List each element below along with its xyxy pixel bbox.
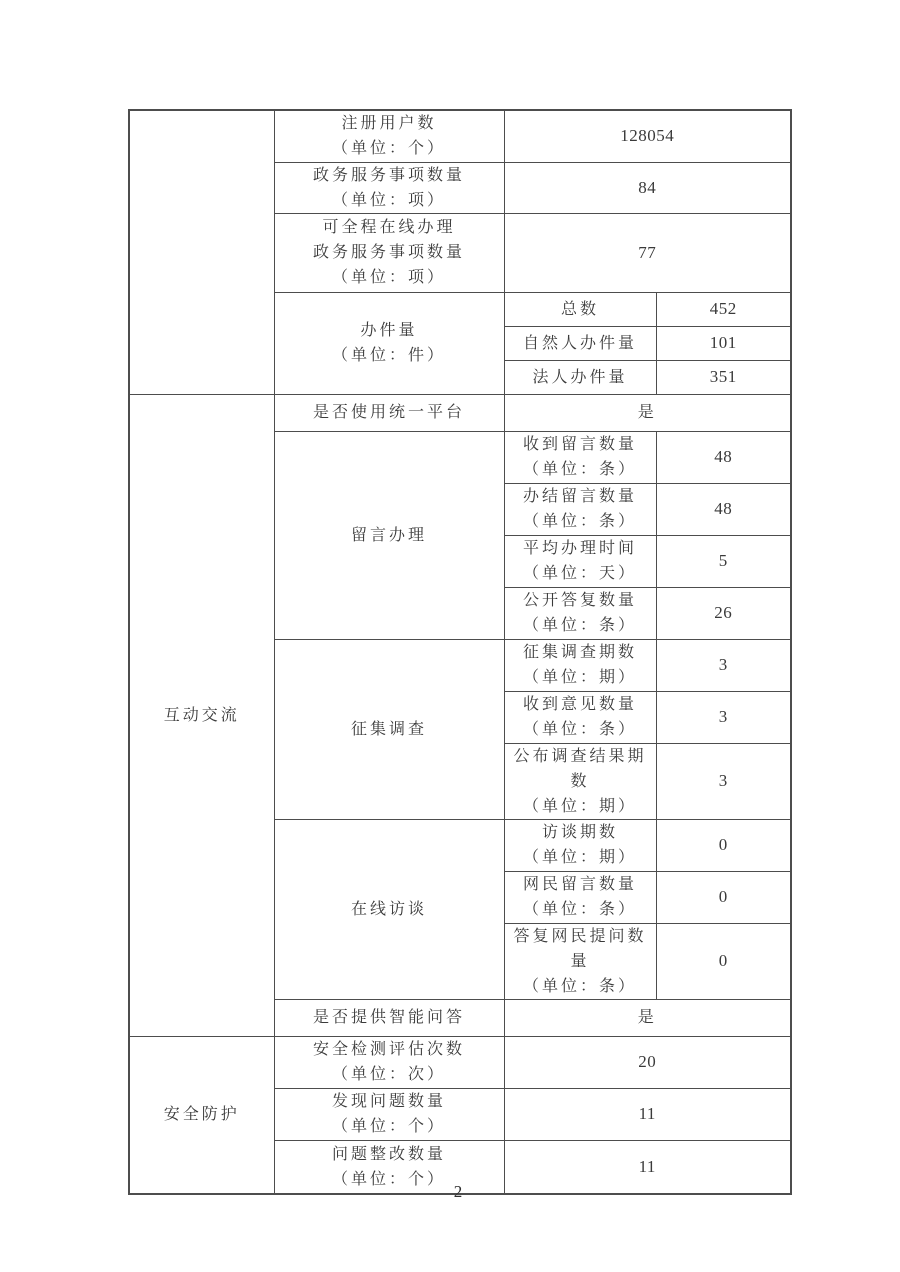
metric-unit: （单位：个） bbox=[331, 1118, 446, 1135]
submetric-label: 公布调查结果期数 bbox=[513, 747, 647, 790]
submetric-unit: （单位：条） bbox=[522, 721, 637, 738]
submetric-label-cell: 法人办件量 bbox=[504, 360, 656, 394]
submetric-label-cell bbox=[504, 819, 656, 871]
submetric-label: 征集调查期数 bbox=[522, 644, 637, 661]
submetric-label: 收到意见数量 bbox=[522, 696, 637, 713]
submetric-value-cell: 48 bbox=[656, 431, 791, 483]
metric-value-cell: 11 bbox=[504, 1140, 791, 1194]
submetric-value-cell: 0 bbox=[656, 871, 791, 923]
metric-label-line2: 政务服务事项数量 bbox=[312, 244, 465, 261]
submetric-label: 公开答复数量 bbox=[522, 592, 637, 609]
group-label-cell: 在线访谈 bbox=[274, 819, 504, 999]
submetric-value-cell: 351 bbox=[656, 360, 791, 394]
submetric-unit: （单位：条） bbox=[522, 513, 637, 530]
metric-value-cell: 77 bbox=[504, 213, 791, 292]
submetric-value-cell: 101 bbox=[656, 326, 791, 360]
submetric-unit: （单位：期） bbox=[522, 797, 637, 815]
submetric-value-cell: 48 bbox=[656, 483, 791, 535]
category-cell-blank bbox=[129, 110, 274, 394]
submetric-value-cell: 5 bbox=[656, 535, 791, 587]
metric-label-cell bbox=[274, 162, 504, 213]
submetric-label: 收到留言数量 bbox=[522, 436, 637, 453]
submetric-value-cell: 26 bbox=[656, 587, 791, 639]
submetric-label-cell bbox=[504, 743, 656, 819]
table-row bbox=[129, 110, 791, 162]
submetric-unit: （单位：条） bbox=[522, 617, 637, 634]
submetric-label: 平均办理时间 bbox=[522, 540, 637, 557]
submetric-label-cell bbox=[504, 483, 656, 535]
submetric-label: 办结留言数量 bbox=[522, 488, 637, 505]
metric-label: 发现问题数量 bbox=[331, 1093, 446, 1110]
metric-label: 可全程在线办理 bbox=[322, 219, 456, 236]
table-row bbox=[129, 394, 791, 431]
metric-label: 注册用户数 bbox=[341, 115, 437, 133]
submetric-value-cell: 3 bbox=[656, 743, 791, 819]
submetric-unit: （单位：期） bbox=[522, 669, 637, 686]
metric-value-cell: 是 bbox=[504, 394, 791, 431]
submetric-label-cell: 自然人办件量 bbox=[504, 326, 656, 360]
submetric-value-cell: 452 bbox=[656, 292, 791, 326]
metric-value-cell: 11 bbox=[504, 1088, 791, 1140]
page-number: 2 bbox=[453, 1182, 463, 1201]
metric-label: 安全检测评估次数 bbox=[312, 1041, 465, 1058]
submetric-value-cell: 3 bbox=[656, 691, 791, 743]
submetric-label-cell bbox=[504, 923, 656, 999]
metric-label-cell: 是否使用统一平台 bbox=[274, 394, 504, 431]
metric-label-cell: 是否提供智能问答 bbox=[274, 999, 504, 1036]
submetric-label-cell: 总数 bbox=[504, 292, 656, 326]
submetric-value-cell: 0 bbox=[656, 923, 791, 999]
metric-unit: （单位：次） bbox=[331, 1066, 446, 1083]
group-label-cell bbox=[274, 292, 504, 394]
metric-value-cell: 20 bbox=[504, 1036, 791, 1088]
group-unit: （单位：件） bbox=[331, 347, 446, 364]
metric-unit: （单位：项） bbox=[331, 269, 446, 286]
group-label: 办件量 bbox=[360, 322, 418, 339]
report-table bbox=[128, 109, 792, 1195]
submetric-label: 访谈期数 bbox=[541, 824, 618, 841]
metric-label: 政务服务事项数量 bbox=[312, 166, 465, 184]
submetric-value-cell: 0 bbox=[656, 819, 791, 871]
metric-unit: （单位：项） bbox=[331, 191, 446, 209]
metric-label-cell bbox=[274, 1088, 504, 1140]
category-cell-interaction: 互动交流 bbox=[129, 394, 274, 1036]
submetric-unit: （单位：条） bbox=[522, 977, 637, 995]
submetric-label-cell bbox=[504, 431, 656, 483]
submetric-label: 网民留言数量 bbox=[522, 876, 637, 893]
metric-label-cell bbox=[274, 1036, 504, 1088]
submetric-unit: （单位：天） bbox=[522, 565, 637, 582]
table-row bbox=[129, 1036, 791, 1088]
submetric-label-cell bbox=[504, 691, 656, 743]
category-cell-security: 安全防护 bbox=[129, 1036, 274, 1194]
metric-unit: （单位：个） bbox=[331, 1170, 446, 1188]
submetric-unit: （单位：条） bbox=[522, 461, 637, 478]
group-label-cell: 征集调查 bbox=[274, 639, 504, 819]
metric-label-cell bbox=[274, 213, 504, 292]
submetric-label: 答复网民提问数量 bbox=[513, 927, 647, 970]
metric-value-cell: 128054 bbox=[504, 110, 791, 162]
submetric-label-cell bbox=[504, 535, 656, 587]
submetric-label-cell bbox=[504, 639, 656, 691]
submetric-unit: （单位：期） bbox=[522, 849, 637, 866]
metric-unit: （单位：个） bbox=[331, 140, 446, 158]
submetric-label-cell bbox=[504, 587, 656, 639]
submetric-unit: （单位：条） bbox=[522, 901, 637, 918]
metric-label: 问题整改数量 bbox=[331, 1145, 446, 1163]
submetric-value-cell: 3 bbox=[656, 639, 791, 691]
group-label-cell: 留言办理 bbox=[274, 431, 504, 639]
metric-value-cell: 84 bbox=[504, 162, 791, 213]
submetric-label-cell bbox=[504, 871, 656, 923]
metric-value-cell: 是 bbox=[504, 999, 791, 1036]
metric-label-cell bbox=[274, 110, 504, 162]
